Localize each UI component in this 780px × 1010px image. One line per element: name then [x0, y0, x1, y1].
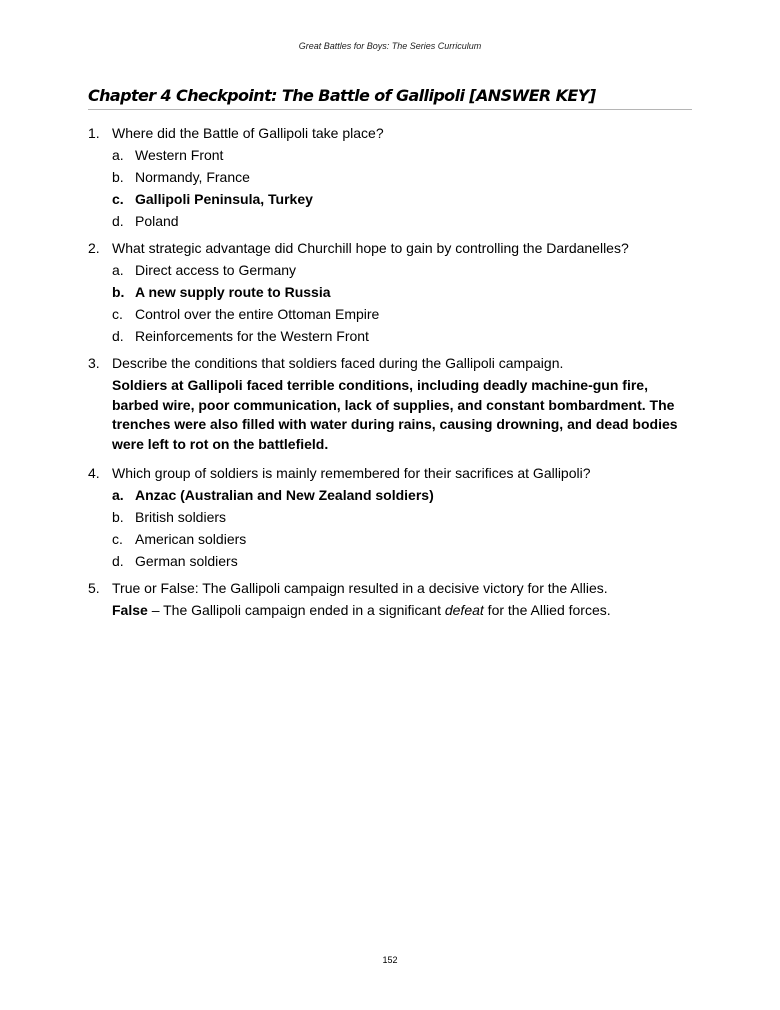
question-3	[88, 354, 692, 455]
option-a	[112, 261, 692, 279]
option-text: Normandy, France	[135, 169, 250, 185]
option-b	[112, 508, 692, 526]
option-c	[112, 305, 692, 323]
question-number: 1.	[88, 125, 100, 141]
option-d	[112, 327, 692, 345]
option-letter: a.	[112, 262, 124, 278]
option-text: Western Front	[135, 147, 224, 163]
answer-emphasis: defeat	[444, 601, 484, 618]
option-letter: c.	[112, 306, 123, 322]
option-letter: a.	[112, 486, 124, 503]
option-letter: a.	[112, 147, 124, 163]
question-number: 4.	[88, 464, 100, 481]
answer-text	[112, 601, 692, 621]
option-letter: b.	[112, 508, 124, 525]
option-text: Direct access to Germany	[135, 262, 297, 278]
option-c-correct	[112, 190, 692, 208]
option-a-correct	[112, 486, 692, 504]
option-text: A new supply route to Russia	[135, 284, 331, 300]
option-d	[112, 212, 692, 230]
option-text: Control over the entire Ottoman Empire	[135, 306, 380, 322]
question-text: Which group of soldiers is mainly remembered for their sacrifices at Gallipoli?	[112, 464, 591, 481]
option-letter: b.	[112, 169, 124, 185]
option-text: Gallipoli Peninsula, Turkey	[135, 191, 313, 207]
question-text: What strategic advantage did Churchill hope to gain by controlling the Dardanelles?	[112, 240, 629, 256]
question-2	[88, 239, 692, 345]
option-text: Reinforcements for the Western Front	[135, 328, 369, 344]
answer-explanation: – The Gallipoli campaign ended in a significant	[147, 601, 445, 618]
page-title: Chapter 4 Checkpoint: The Battle of Gallipoli [ANSWER KEY]	[88, 86, 692, 110]
option-text: German soldiers	[135, 552, 238, 569]
option-b	[112, 168, 692, 186]
option-text: American soldiers	[135, 530, 247, 547]
option-letter: c.	[112, 191, 124, 207]
option-letter: c.	[112, 530, 123, 547]
question-list	[88, 124, 692, 630]
running-header: Great Battles for Boys: The Series Curriculum	[298, 41, 482, 51]
option-letter: d.	[112, 213, 124, 229]
question-number: 2.	[88, 240, 100, 256]
answer-explanation-end: for the Allied forces.	[483, 601, 611, 618]
question-text: True or False: The Gallipoli campaign resulted in a decisive victory for the Allies.	[112, 579, 608, 596]
option-letter: b.	[112, 284, 125, 300]
option-d	[112, 552, 692, 570]
option-text: Anzac (Australian and New Zealand soldiers)	[135, 486, 434, 503]
question-1	[88, 124, 692, 230]
question-5	[88, 579, 692, 621]
option-c	[112, 530, 692, 548]
answer-text: Soldiers at Gallipoli faced terrible conditions, including deadly machine-gun fire, barbed wire, poor communication, lack of supplies, and constant bombardment. The trenches were also filled with water during rains, causing drowning, and dead bodies were left to rot on the battlefield.	[112, 377, 678, 453]
option-text: Poland	[135, 213, 179, 229]
option-text: British soldiers	[135, 508, 227, 525]
option-letter: d.	[112, 328, 124, 344]
question-text: Describe the conditions that soldiers faced during the Gallipoli campaign.	[112, 355, 564, 371]
question-text: Where did the Battle of Gallipoli take place?	[112, 125, 384, 141]
page-number: 152	[382, 955, 398, 965]
question-number: 5.	[88, 579, 100, 596]
question-4	[88, 464, 692, 570]
answer-verdict: False	[112, 601, 148, 618]
option-a	[112, 146, 692, 164]
option-b-correct	[112, 283, 692, 301]
option-letter: d.	[112, 552, 124, 569]
question-number: 3.	[88, 355, 100, 371]
